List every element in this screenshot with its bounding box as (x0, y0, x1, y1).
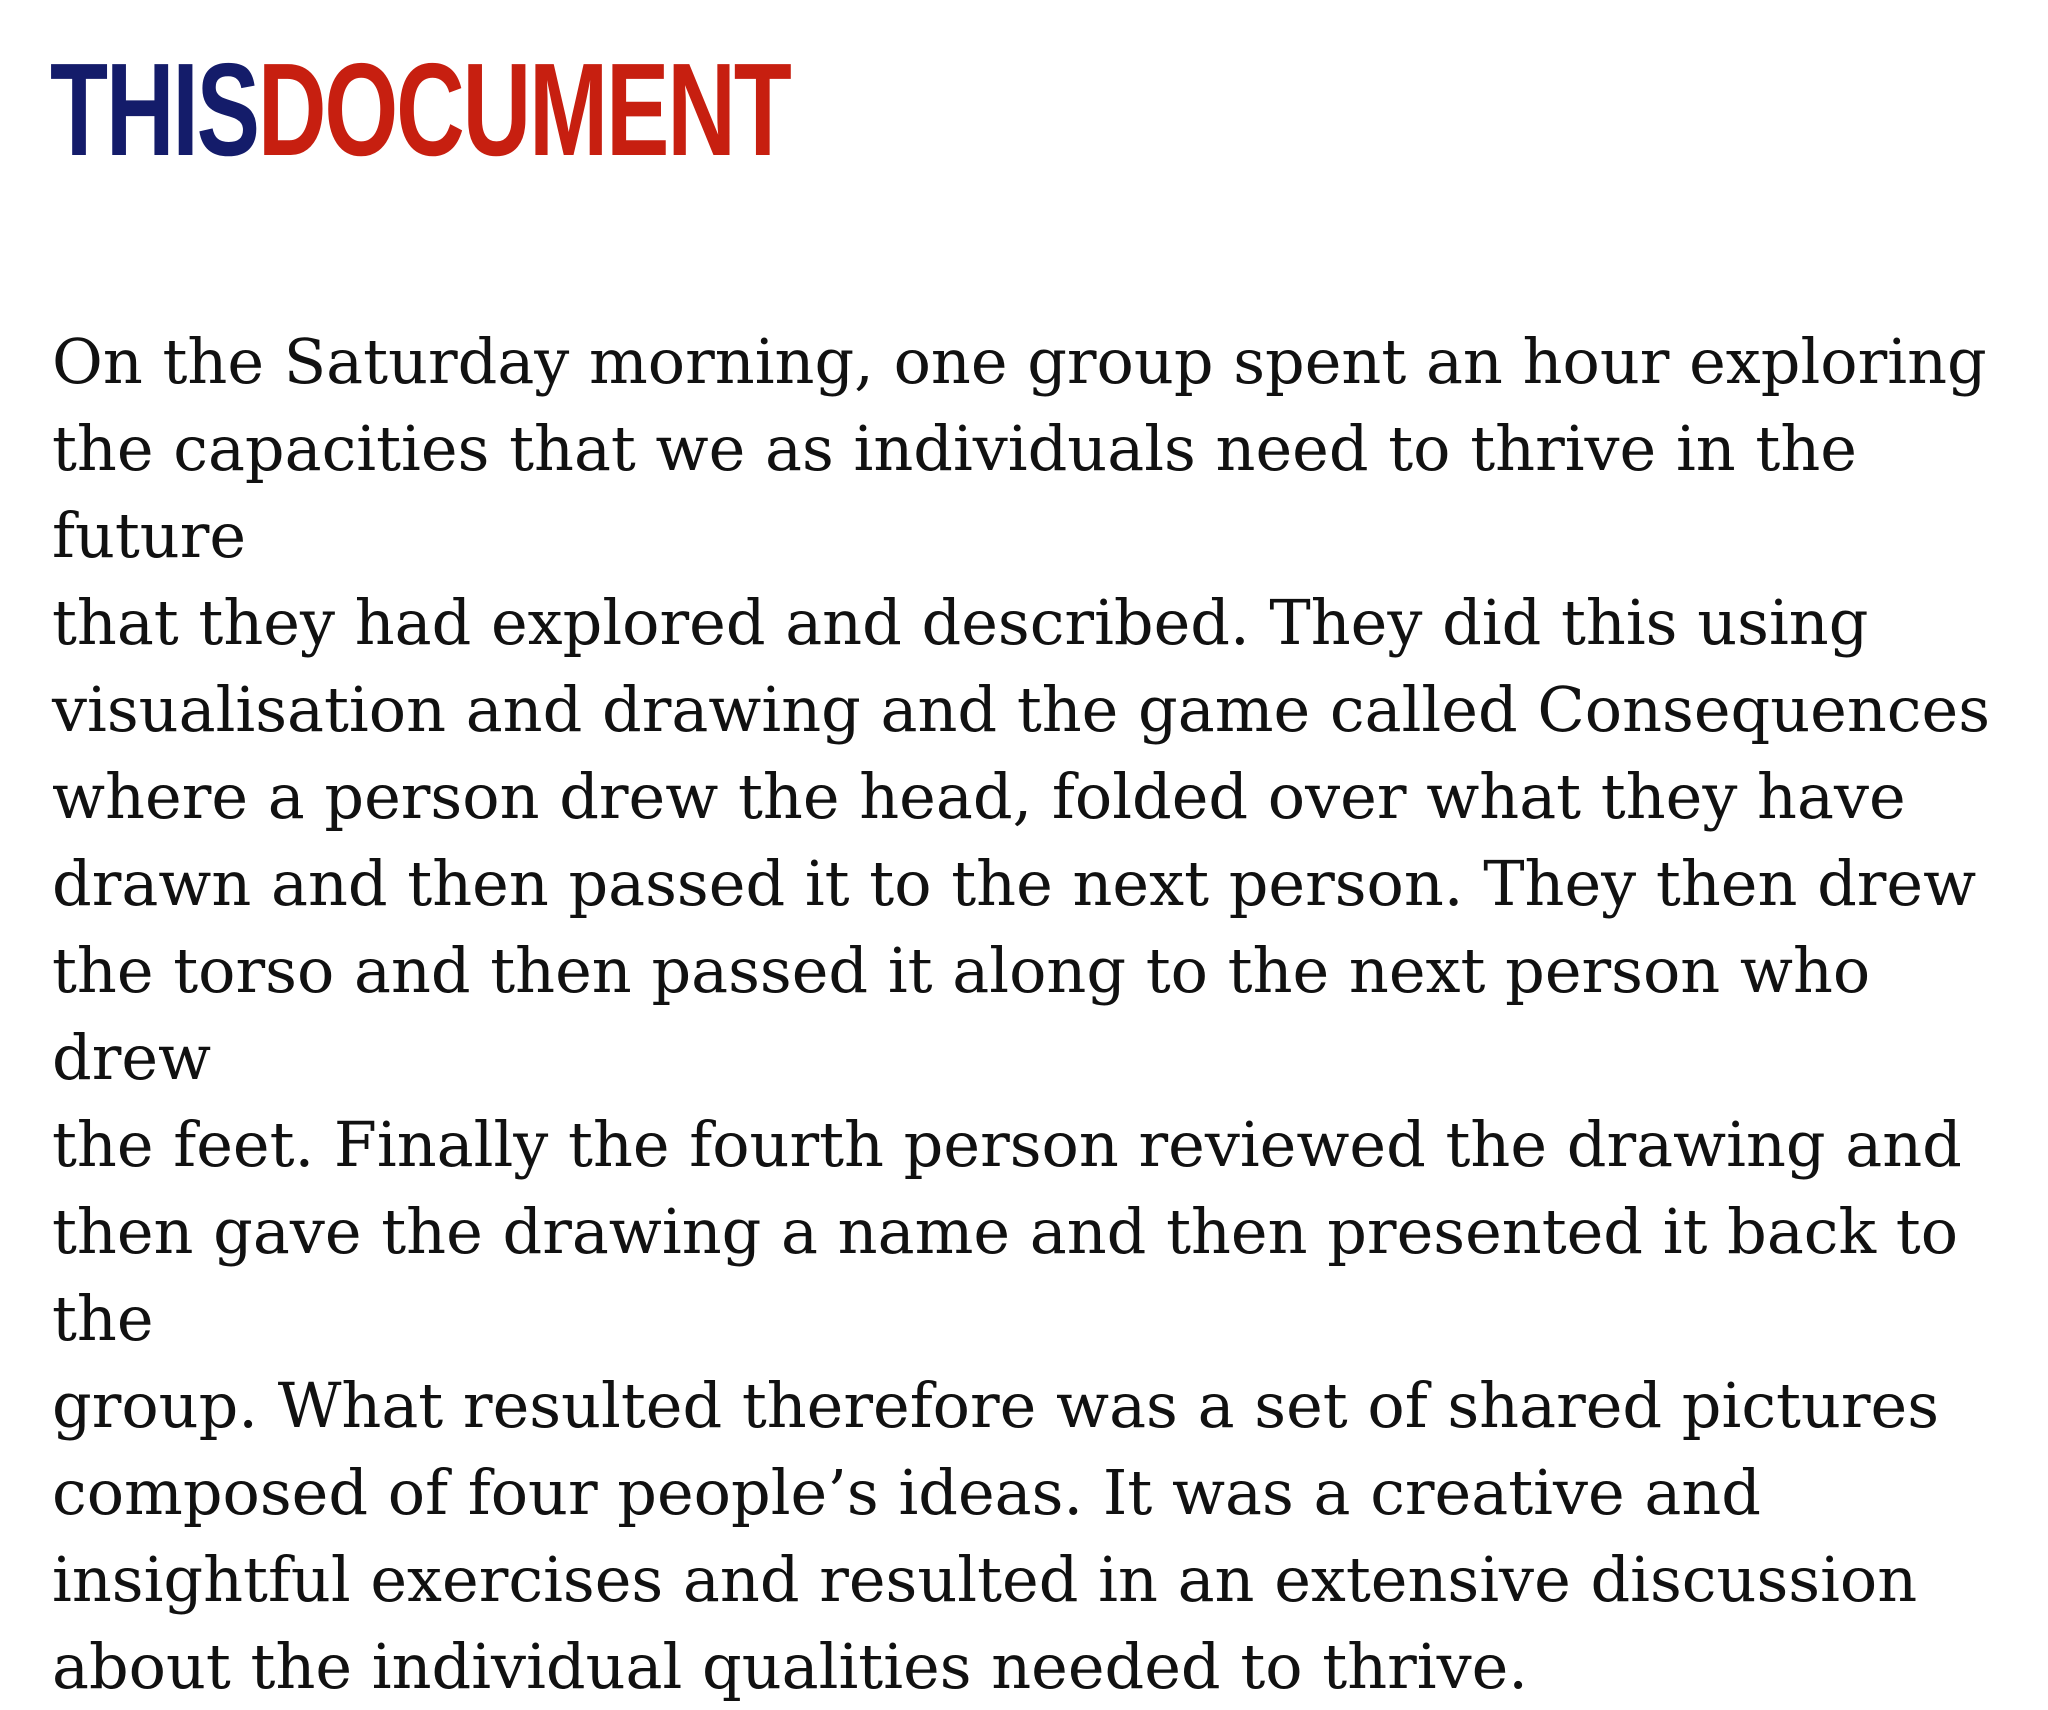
body-paragraph: On the Saturday morning, one group spent an hour exploring the capacities that we as individuals need to thrive in the future that they had explored and described. They did this using visualisation and drawing and the game called Consequences where a person drew the head, folded over what they have drawn and then passed it to the next person. They then drew the torso and then passed it along to the next person who drew the feet. Finally the fourth person reviewed the drawing and then gave the drawing a name and then presented it back to the group. What resulted therefore was a set of shared pictures composed of four people’s ideas. It was a creative and insightful exercises and resulted in an extensive discussion about the individual qualities needed to thrive. (52, 325, 1991, 1703)
logo-document-text: DOCUMENT (257, 36, 790, 183)
logo-this-text: THIS (50, 36, 258, 183)
logo (50, 36, 790, 183)
